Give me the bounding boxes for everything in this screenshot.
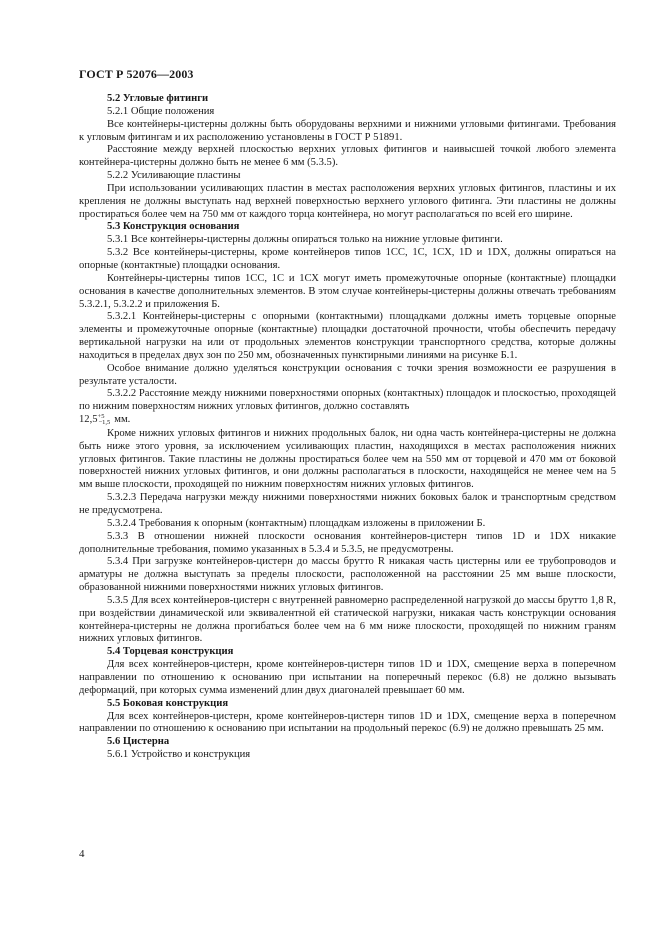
body-paragraph: Контейнеры-цистерны типов 1СС, 1С и 1СХ могут иметь промежуточные опорные (контактные) площадки основания в качестве дополнительных элементов. В этом случае контейнеры-цистерны должны отвечать требованиям 5.3.2.1, 5.3.2.2 и приложения Б.: [79, 272, 616, 310]
body-paragraph: Для всех контейнеров-цистерн, кроме контейнеров-цистерн типов 1D и 1DX, смещение верха в поперечном направлении по отношению к основанию при испытании на поперечный перекос (6.8) не должно вызывать деформаций, при которых сумма изменений длин двух диагоналей превышает 60 мм.: [79, 659, 616, 696]
document-body: [79, 93, 616, 762]
tolerance-upper: +5: [97, 413, 105, 421]
body-paragraph: 5.3.1 Все контейнеры-цистерны должны опираться только на нижние угловые фитинги.: [107, 234, 503, 246]
subsection-heading: 5.6.1 Устройство и конструкция: [107, 749, 251, 761]
body-paragraph: 5.3.3 В отношении нижней плоскости основания контейнеров-цистерн типов 1D и 1DX никакие дополнительные требования, помимо указанных в 5.3.4 и 5.3.5, не предусмотрены.: [79, 530, 616, 555]
section-heading: 5.3 Конструкция основания: [107, 221, 240, 233]
body-paragraph: Особое внимание должно уделяться конструкции основания с точки зрения возможности ее разрушения в результате усталости.: [79, 362, 616, 387]
standard-header: ГОСТ Р 52076—2003: [79, 67, 194, 81]
body-paragraph: Кроме нижних угловых фитингов и нижних продольных балок, ни одна часть контейнера-цистерны не должна быть ниже этого уровня, за исключением усиливающих пластин, находящихся в местах расположения нижних угловых фитингов. Такие пластины не должны простираться более чем на 550 мм от торцевой и 470 мм от боковой поверхностей нижних угловых фитингов, и они должны располагаться в плоскости, находящейся не менее чем на 5 мм выше плоскости, проходящей по нижним поверхностям нижних угловых фитингов.: [79, 427, 616, 491]
body-paragraph: 5.3.2.4 Требования к опорным (контактным) площадкам изложены в приложении Б.: [107, 517, 486, 529]
section-heading: 5.6 Цистерна: [107, 736, 170, 748]
body-paragraph: При использовании усиливающих пластин в местах расположения верхних угловых фитингов, пластины и их крепления не должны выступать над верхней поверхностью верхнего углового фитинга. Эти пластины не должны простираться более чем на 750 мм от каждого торца контейнера, но могут располагаться по всей его ширине.: [79, 182, 616, 220]
body-paragraph: Для всех контейнеров-цистерн, кроме контейнеров-цистерн типов 1D и 1DX, смещение верха в поперечном направлении по отношению к основанию при испытании на продольный перекос (6.9) не должно превышать 25 мм.: [79, 710, 616, 735]
body-paragraph: 5.3.2.2 Расстояние между нижними поверхностями опорных (контактных) площадок и плоскостью, проходящей по нижним поверхностям нижних угловых фитингов, должно составлять: [79, 388, 616, 413]
body-paragraph: 5.3.2.1 Контейнеры-цистерны с опорными (контактными) площадками должны иметь торцевые опорные элементы и промежуточные опорные (контактные) площадки достаточной прочности, чтобы обеспечить передачу вертикальной нагрузки на или от продольных элементов конструкции транспортного средства, которые должны находиться в пределах двух зон по 250 мм, обозначенных пунктирными линиями на рисунке Б.1.: [79, 311, 616, 361]
body-paragraph: Все контейнеры-цистерны должны быть оборудованы верхними и нижними угловыми фитингами. Требования к угловым фитингам и их расположению установлены в ГОСТ Р 51891.: [79, 118, 616, 143]
subsection-heading: 5.2.1 Общие положения: [107, 105, 215, 117]
section-heading: 5.4 Торцевая конструкция: [107, 646, 234, 658]
body-paragraph: Расстояние между верхней плоскостью верхних угловых фитингов и наивысшей точкой любого элемента контейнера-цистерны должно быть не менее 6 мм (5.3.5).: [79, 144, 616, 169]
tolerance-lower: −1,5: [98, 419, 111, 427]
section-heading: 5.5 Боковая конструкция: [107, 697, 229, 709]
body-paragraph: 5.3.2.3 Передача нагрузки между нижними поверхностями нижних боковых балок и транспортным средством не предусмотрена.: [79, 492, 616, 516]
tolerance-base: 12,5: [79, 414, 98, 426]
section-heading: 5.2 Угловые фитинги: [107, 93, 209, 104]
body-paragraph: 5.3.2 Все контейнеры-цистерны, кроме контейнеров типов 1СС, 1С, 1СХ, 1D и 1DX, должны опираться на опорные (контактные) площадки основания.: [79, 247, 616, 271]
subsection-heading: 5.2.2 Усиливающие пластины: [107, 170, 241, 182]
tolerance-unit: мм.: [114, 414, 131, 426]
page-number: 4: [79, 848, 85, 860]
body-paragraph: 5.3.5 Для всех контейнеров-цистерн с внутренней равномерно распределенной нагрузкой до массы брутто 1,8 R, при воздействии динамической или эквивалентной ей статической нагрузки, никакая часть конструкции основания контейнера-цистерны не должна прогибаться более чем на 6 мм ниже плоскости, проходящей по нижним граням нижних угловых фитингов.: [79, 594, 616, 645]
tolerance-value: [79, 414, 616, 428]
body-paragraph: 5.3.4 При загрузке контейнеров-цистерн до массы брутто R никакая часть цистерны или ее трубопроводов и арматуры не должна выступать за пределы плоскости, расположенной на расстоянии 25 мм выше плоскости, образованной нижними поверхностями нижних угловых фитингов.: [79, 556, 616, 594]
